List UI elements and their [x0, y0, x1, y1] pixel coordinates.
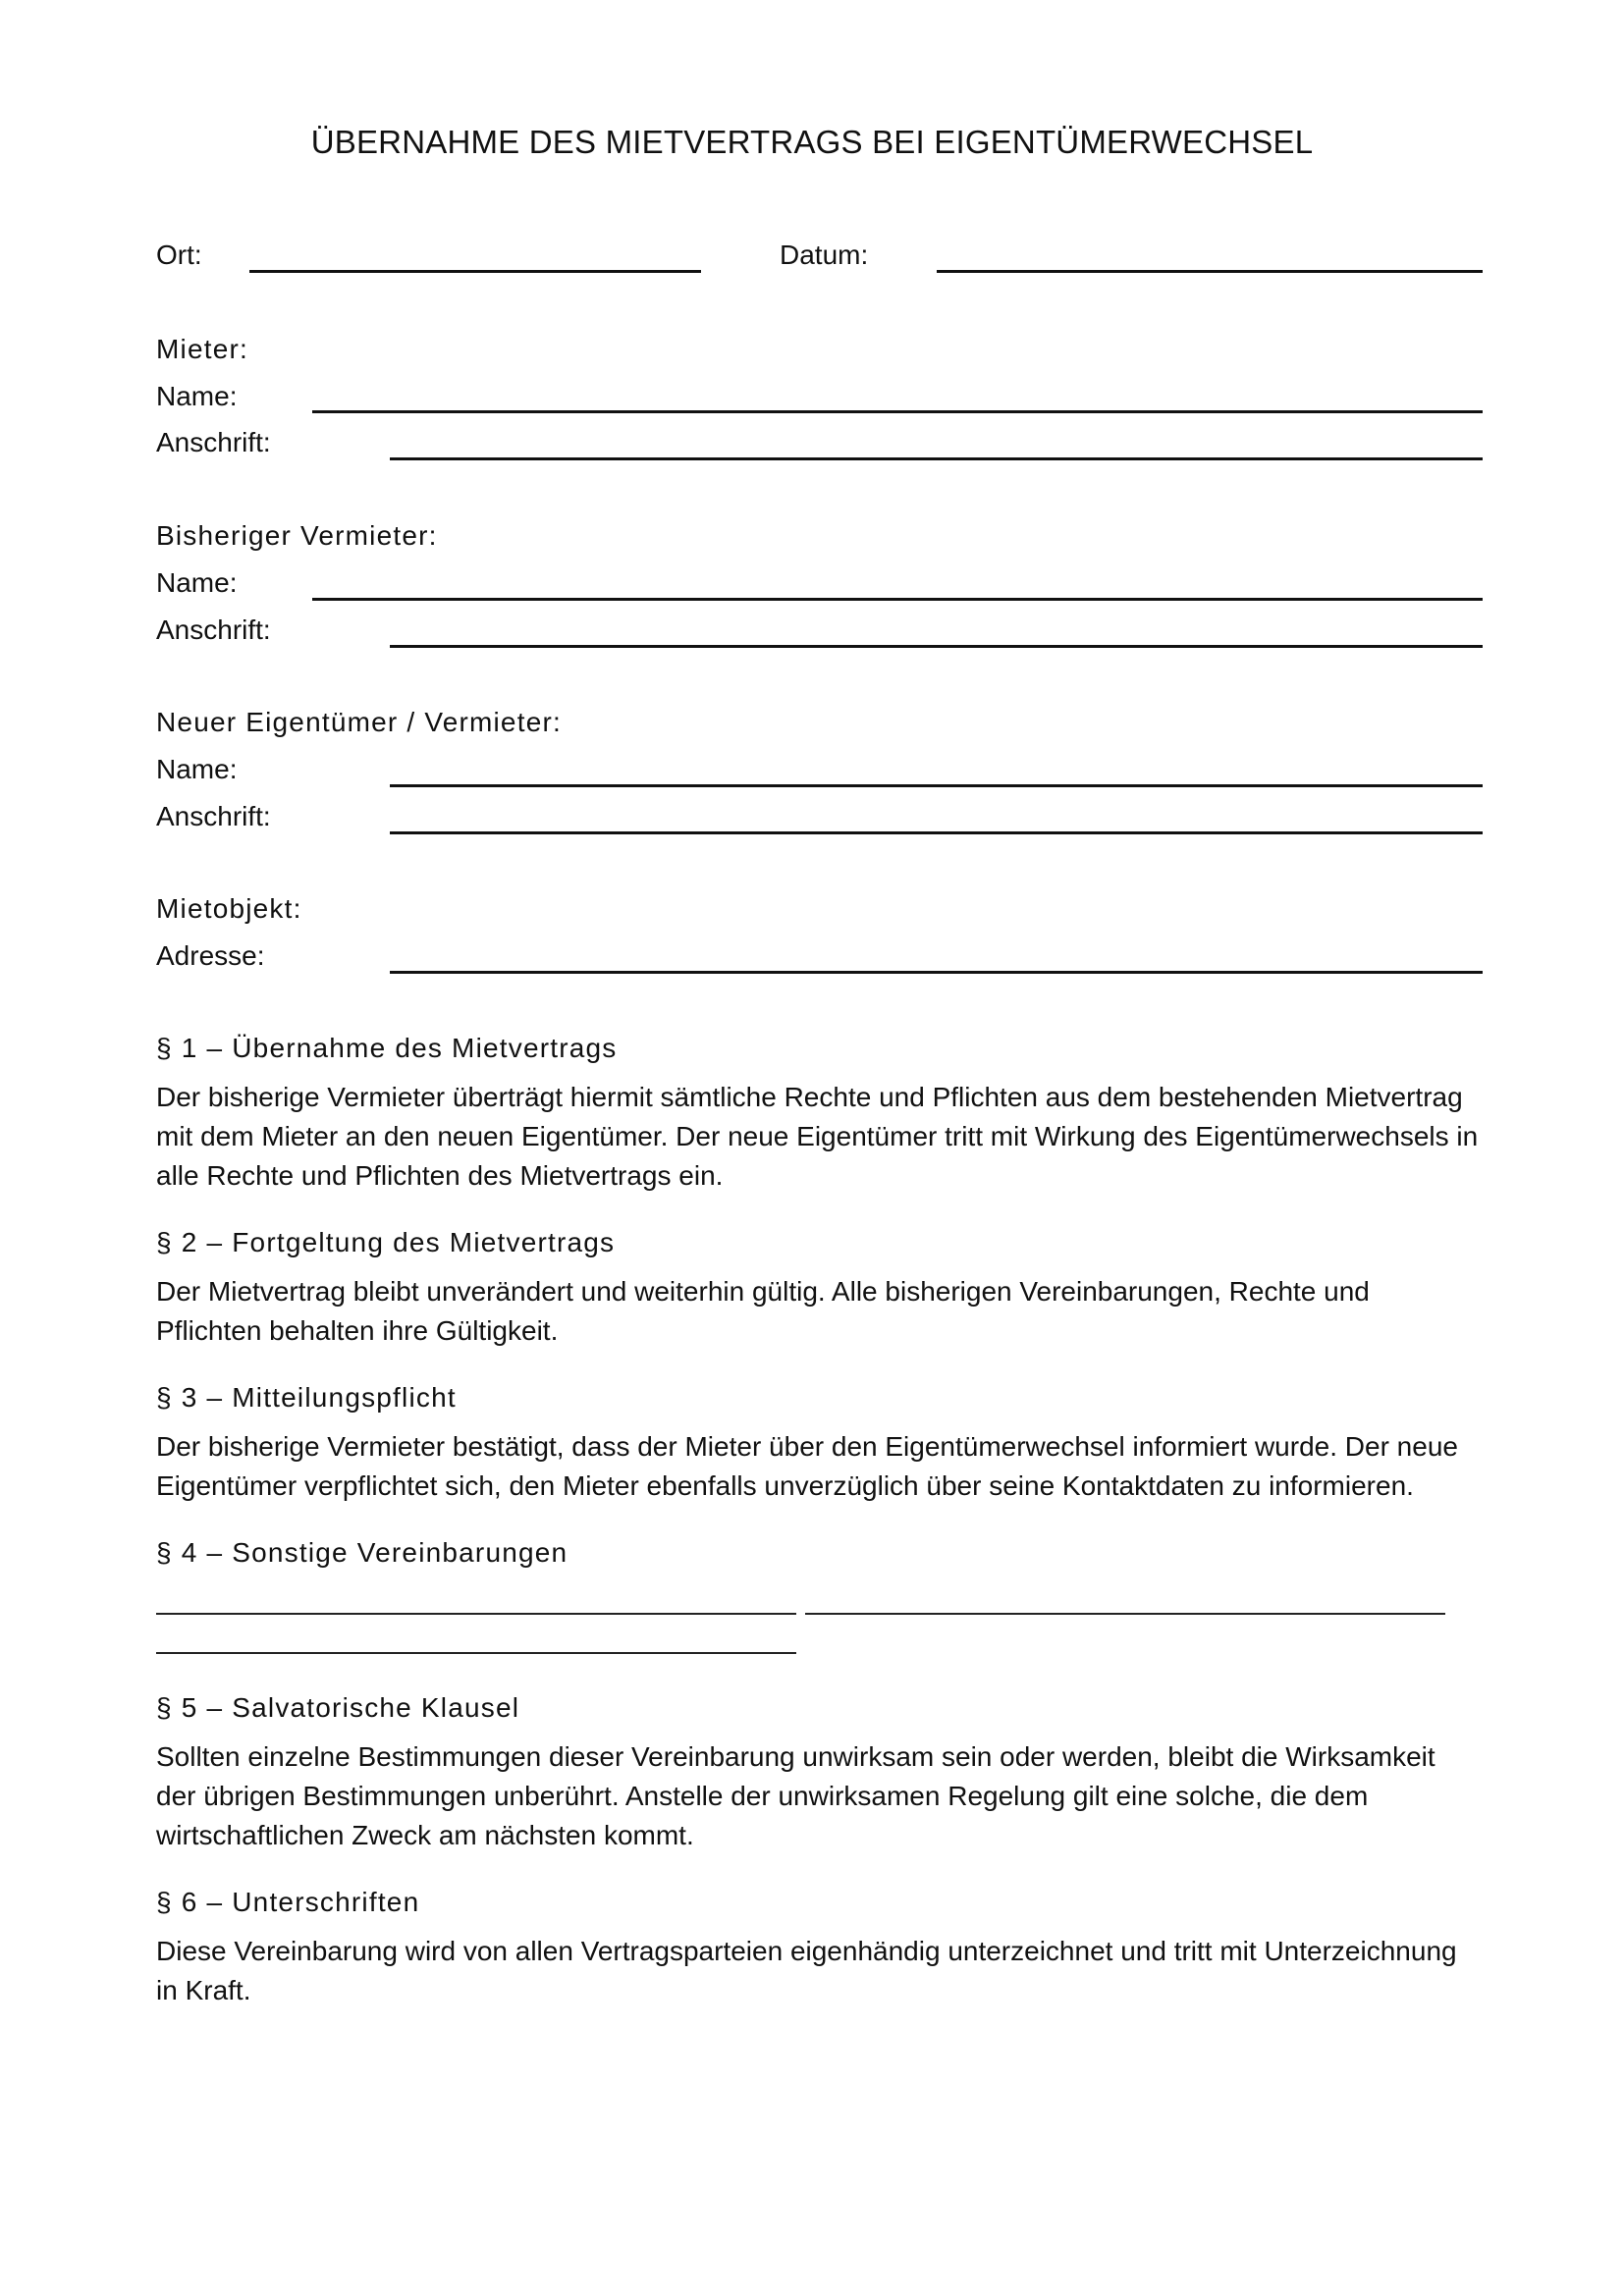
- bisheriger-vermieter-name-label: Name:: [156, 567, 238, 598]
- section-6-text: Diese Vereinbarung wird von allen Vertragsparteien eigenhändig unterzeichnet und tritt mit Unterzeichnung in Kraft.: [156, 1936, 1457, 2005]
- neuer-eigentuemer-name-field[interactable]: [390, 784, 1483, 787]
- section-1-text: Der bisherige Vermieter überträgt hiermit sämtliche Rechte und Pflichten aus dem bestehenden Mietvertrag mit dem Mieter an den neuen Eigentümer. Der neue Eigentümer tritt mit Wirkung des Eigentümerwechsels in alle Rechte und Pflichten des Mietvertrags ein.: [156, 1082, 1479, 1191]
- mieter-heading: Mieter:: [156, 334, 248, 364]
- mieter-name-field[interactable]: [312, 410, 1483, 413]
- sonstige-vereinbarungen-line-3[interactable]: [156, 1652, 796, 1654]
- section-5-text: Sollten einzelne Bestimmungen dieser Vereinbarung unwirksam sein oder werden, bleibt die Wirksamkeit der übrigen Bestimmungen unberührt. Anstelle der unwirksamen Regelung gilt eine solche, die dem wirtschaftlichen Zweck am nächsten kommt.: [156, 1741, 1435, 1850]
- mietobjekt-heading: Mietobjekt:: [156, 893, 302, 924]
- bisheriger-vermieter-heading: Bisheriger Vermieter:: [156, 520, 438, 551]
- neuer-eigentuemer-anschrift-field[interactable]: [390, 831, 1483, 834]
- mieter-anschrift-label: Anschrift:: [156, 427, 271, 457]
- neuer-eigentuemer-anschrift-label: Anschrift:: [156, 801, 271, 831]
- mietobjekt-adresse-label: Adresse:: [156, 940, 265, 971]
- mietobjekt-adresse-field[interactable]: [390, 971, 1483, 974]
- datum-field[interactable]: [937, 270, 1483, 273]
- datum-label: Datum:: [780, 240, 869, 270]
- section-3-text: Der bisherige Vermieter bestätigt, dass der Mieter über den Eigentümerwechsel informiert wurde. Der neue Eigentümer verpflichtet sich, den Mieter ebenfalls unverzüglich über seine Kontaktdaten zu informieren.: [156, 1431, 1458, 1501]
- section-6-heading: § 6 – Unterschriften: [156, 1887, 420, 1917]
- sonstige-vereinbarungen-line-1[interactable]: [156, 1613, 796, 1615]
- ort-label: Ort:: [156, 240, 202, 270]
- mieter-name-label: Name:: [156, 381, 238, 411]
- document-title: ÜBERNAHME DES MIETVERTRAGS BEI EIGENTÜMERWECHSEL: [310, 124, 1314, 160]
- neuer-eigentuemer-heading: Neuer Eigentümer / Vermieter:: [156, 707, 562, 737]
- sonstige-vereinbarungen-line-2[interactable]: [805, 1613, 1445, 1615]
- section-2-text: Der Mietvertrag bleibt unverändert und weiterhin gültig. Alle bisherigen Vereinbarungen, Rechte und Pflichten behalten ihre Gültigkeit.: [156, 1276, 1370, 1346]
- mieter-anschrift-field[interactable]: [390, 457, 1483, 460]
- section-2-heading: § 2 – Fortgeltung des Mietvertrags: [156, 1227, 616, 1257]
- section-5-heading: § 5 – Salvatorische Klausel: [156, 1692, 520, 1723]
- ort-field[interactable]: [249, 270, 701, 273]
- section-4-heading: § 4 – Sonstige Vereinbarungen: [156, 1537, 568, 1568]
- neuer-eigentuemer-name-label: Name:: [156, 754, 238, 784]
- section-3-heading: § 3 – Mitteilungspflicht: [156, 1382, 457, 1413]
- bisheriger-vermieter-anschrift-label: Anschrift:: [156, 614, 271, 645]
- bisheriger-vermieter-name-field[interactable]: [312, 598, 1483, 601]
- bisheriger-vermieter-anschrift-field[interactable]: [390, 645, 1483, 648]
- section-1-heading: § 1 – Übernahme des Mietvertrags: [156, 1033, 618, 1063]
